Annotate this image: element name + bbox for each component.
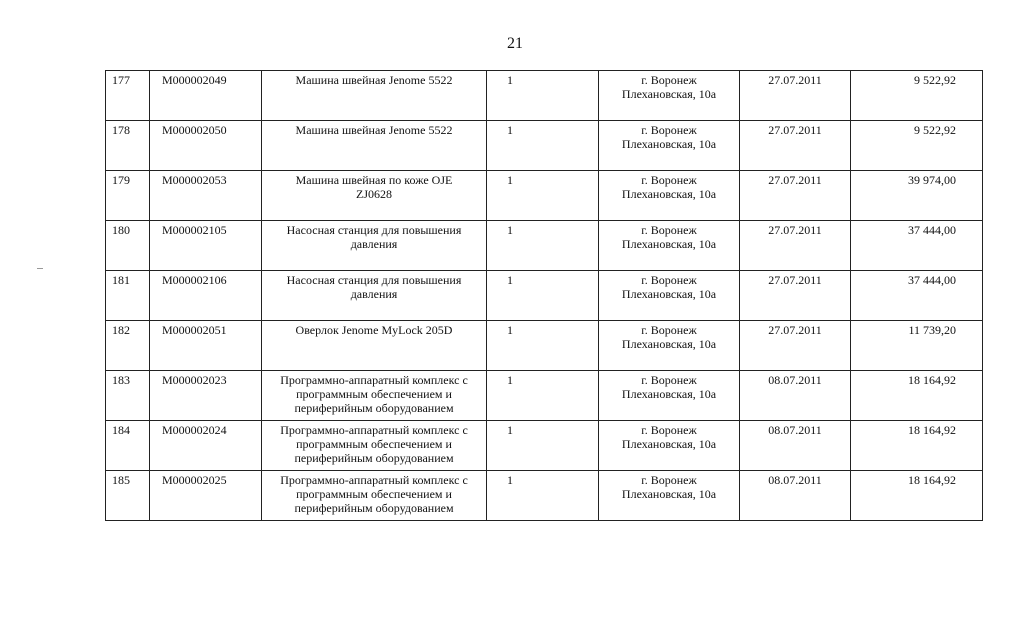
table-row bbox=[106, 221, 983, 271]
table-row bbox=[106, 321, 983, 371]
item-name-cell-line: Программно-аппаратный комплекс с bbox=[280, 473, 468, 487]
inventory-code-cell: М000002106 bbox=[150, 271, 262, 321]
row-number-cell: 184 bbox=[106, 421, 150, 471]
table-row bbox=[106, 421, 983, 471]
row-number-cell: 179 bbox=[106, 171, 150, 221]
quantity-cell: 1 bbox=[487, 471, 599, 521]
quantity-cell: 1 bbox=[487, 221, 599, 271]
inventory-code-cell: М000002025 bbox=[150, 471, 262, 521]
location-cell bbox=[599, 471, 740, 521]
location-cell-line: Плехановская, 10а bbox=[621, 137, 717, 151]
location-cell-line: г. Воронеж bbox=[641, 73, 697, 87]
quantity-cell: 1 bbox=[487, 321, 599, 371]
date-cell: 08.07.2011 bbox=[740, 421, 851, 471]
row-number-cell: 180 bbox=[106, 221, 150, 271]
item-name-cell bbox=[262, 421, 487, 471]
amount-cell: 9 522,92 bbox=[851, 121, 983, 171]
location-cell-line: Плехановская, 10а bbox=[621, 87, 717, 101]
item-name-cell-line: периферийным оборудованием bbox=[294, 401, 454, 415]
item-name-cell bbox=[262, 271, 487, 321]
date-cell: 27.07.2011 bbox=[740, 171, 851, 221]
item-name-cell bbox=[262, 171, 487, 221]
item-name-cell-line: Машина швейная Jenome 5522 bbox=[295, 123, 453, 137]
item-name-cell-line: программным обеспечением и bbox=[296, 437, 452, 451]
amount-cell: 18 164,92 bbox=[851, 371, 983, 421]
table-row bbox=[106, 271, 983, 321]
quantity-cell: 1 bbox=[487, 121, 599, 171]
inventory-code-cell: М000002049 bbox=[150, 71, 262, 121]
location-cell-line: г. Воронеж bbox=[641, 273, 697, 287]
amount-cell: 37 444,00 bbox=[851, 271, 983, 321]
amount-cell: 18 164,92 bbox=[851, 471, 983, 521]
amount-cell: 9 522,92 bbox=[851, 71, 983, 121]
location-cell-line: Плехановская, 10а bbox=[621, 237, 717, 251]
date-cell: 27.07.2011 bbox=[740, 121, 851, 171]
row-number-cell: 182 bbox=[106, 321, 150, 371]
location-cell-line: Плехановская, 10а bbox=[621, 387, 717, 401]
row-number-cell: 183 bbox=[106, 371, 150, 421]
date-cell: 08.07.2011 bbox=[740, 471, 851, 521]
item-name-cell-line: периферийным оборудованием bbox=[294, 501, 454, 515]
item-name-cell-line: Программно-аппаратный комплекс с bbox=[280, 373, 468, 387]
item-name-cell-line: программным обеспечением и bbox=[296, 487, 452, 501]
inventory-code-cell: М000002050 bbox=[150, 121, 262, 171]
quantity-cell: 1 bbox=[487, 171, 599, 221]
quantity-cell: 1 bbox=[487, 271, 599, 321]
row-number-cell: 178 bbox=[106, 121, 150, 171]
location-cell-line: Плехановская, 10а bbox=[621, 487, 717, 501]
location-cell-line: Плехановская, 10а bbox=[621, 187, 717, 201]
page-number: 21 bbox=[507, 35, 523, 52]
location-cell bbox=[599, 121, 740, 171]
row-number-cell: 181 bbox=[106, 271, 150, 321]
amount-cell: 37 444,00 bbox=[851, 221, 983, 271]
location-cell-line: г. Воронеж bbox=[641, 173, 697, 187]
item-name-cell-line: периферийным оборудованием bbox=[294, 451, 454, 465]
inventory-code-cell: М000002024 bbox=[150, 421, 262, 471]
location-cell bbox=[599, 71, 740, 121]
inventory-code-cell: М000002053 bbox=[150, 171, 262, 221]
scan-mark bbox=[37, 268, 43, 269]
inventory-code-cell: М000002051 bbox=[150, 321, 262, 371]
table-row bbox=[106, 371, 983, 421]
item-name-cell bbox=[262, 221, 487, 271]
item-name-cell-line: Оверлок Jenome MyLock 205D bbox=[295, 323, 453, 337]
location-cell bbox=[599, 271, 740, 321]
item-name-cell bbox=[262, 471, 487, 521]
amount-cell: 39 974,00 bbox=[851, 171, 983, 221]
quantity-cell: 1 bbox=[487, 71, 599, 121]
item-name-cell-line: программным обеспечением и bbox=[296, 387, 452, 401]
item-name-cell bbox=[262, 121, 487, 171]
table-row bbox=[106, 71, 983, 121]
item-name-cell bbox=[262, 371, 487, 421]
location-cell-line: г. Воронеж bbox=[641, 423, 697, 437]
table-row bbox=[106, 171, 983, 221]
location-cell-line: Плехановская, 10а bbox=[621, 437, 717, 451]
location-cell bbox=[599, 171, 740, 221]
item-name-cell bbox=[262, 321, 487, 371]
location-cell-line: г. Воронеж bbox=[641, 223, 697, 237]
location-cell bbox=[599, 421, 740, 471]
inventory-table-body bbox=[106, 71, 983, 521]
amount-cell: 18 164,92 bbox=[851, 421, 983, 471]
item-name-cell-line: давления bbox=[350, 237, 398, 251]
quantity-cell: 1 bbox=[487, 371, 599, 421]
inventory-code-cell: М000002105 bbox=[150, 221, 262, 271]
location-cell-line: Плехановская, 10а bbox=[621, 287, 717, 301]
location-cell-line: г. Воронеж bbox=[641, 373, 697, 387]
table-row bbox=[106, 121, 983, 171]
date-cell: 27.07.2011 bbox=[740, 71, 851, 121]
item-name-cell bbox=[262, 71, 487, 121]
amount-cell: 11 739,20 bbox=[851, 321, 983, 371]
item-name-cell-line: Насосная станция для повышения bbox=[286, 273, 462, 287]
row-number-cell: 185 bbox=[106, 471, 150, 521]
location-cell-line: г. Воронеж bbox=[641, 323, 697, 337]
item-name-cell-line: Машина швейная по коже OJE bbox=[295, 173, 453, 187]
item-name-cell-line: ZJ0628 bbox=[356, 187, 392, 201]
location-cell-line: г. Воронеж bbox=[641, 473, 697, 487]
item-name-cell-line: Программно-аппаратный комплекс с bbox=[280, 423, 468, 437]
table-row bbox=[106, 471, 983, 521]
inventory-code-cell: М000002023 bbox=[150, 371, 262, 421]
item-name-cell-line: Насосная станция для повышения bbox=[286, 223, 462, 237]
location-cell bbox=[599, 321, 740, 371]
date-cell: 08.07.2011 bbox=[740, 371, 851, 421]
location-cell-line: Плехановская, 10а bbox=[621, 337, 717, 351]
quantity-cell: 1 bbox=[487, 421, 599, 471]
item-name-cell-line: Машина швейная Jenome 5522 bbox=[295, 73, 453, 87]
location-cell bbox=[599, 371, 740, 421]
location-cell-line: г. Воронеж bbox=[641, 123, 697, 137]
row-number-cell: 177 bbox=[106, 71, 150, 121]
date-cell: 27.07.2011 bbox=[740, 221, 851, 271]
inventory-table bbox=[105, 70, 983, 521]
date-cell: 27.07.2011 bbox=[740, 271, 851, 321]
location-cell bbox=[599, 221, 740, 271]
item-name-cell-line: давления bbox=[350, 287, 398, 301]
date-cell: 27.07.2011 bbox=[740, 321, 851, 371]
